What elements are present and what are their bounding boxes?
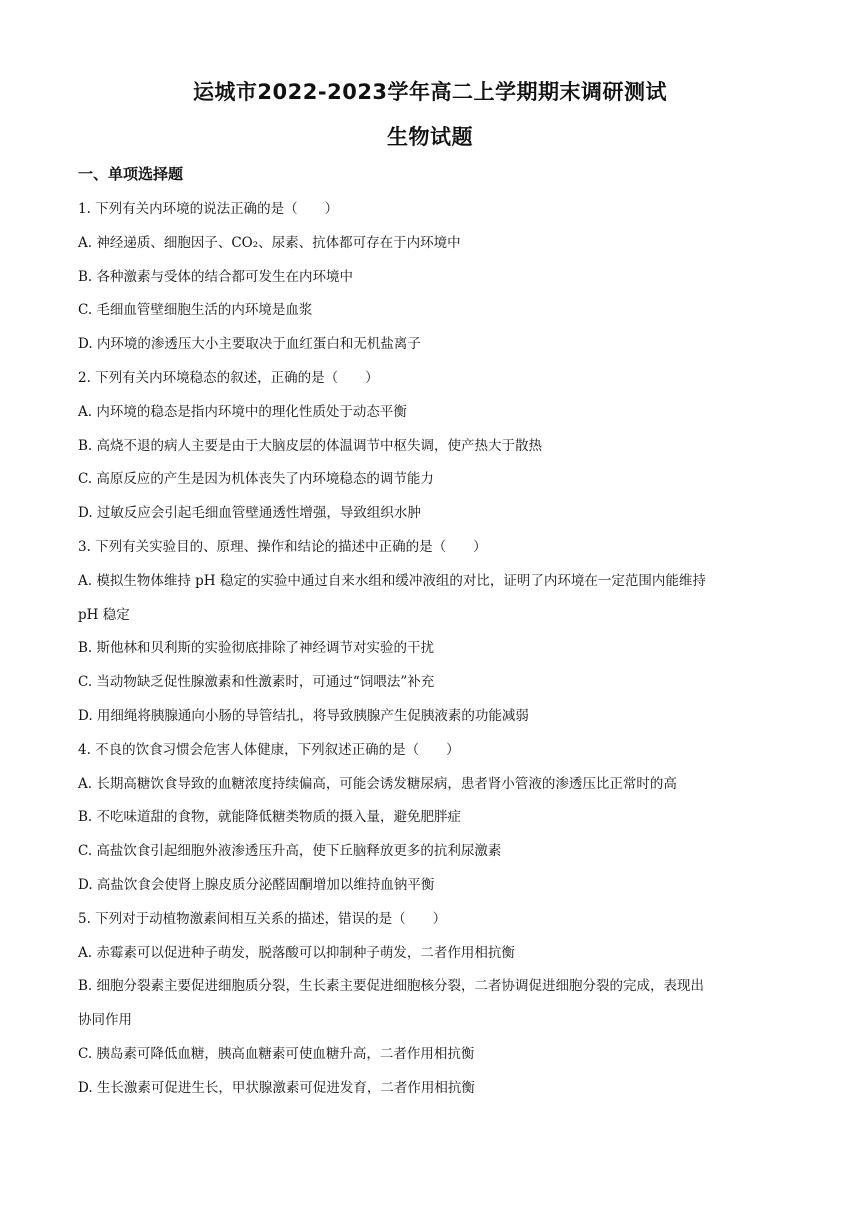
question-5-option-b-continued: 协同作用 — [78, 1012, 132, 1029]
section-heading: 一、单项选择题 — [78, 165, 184, 183]
question-3-option-a-continued: pH 稳定 — [78, 606, 130, 623]
question-2-option-c: C. 高原反应的产生是因为机体丧失了内环境稳态的调节能力 — [78, 471, 434, 488]
question-5-option-d: D. 生长激素可促进生长，甲状腺激素可促进发育，二者作用相抗衡 — [78, 1079, 475, 1096]
question-3-option-a: A. 模拟生物体维持 pH 稳定的实验中通过自来水组和缓冲液组的对比，证明了内环境在一定范围内能维持 — [78, 572, 706, 589]
question-4-option-c: C. 高盐饮食引起细胞外液渗透压升高，使下丘脑释放更多的抗利尿激素 — [78, 843, 502, 860]
document-subtitle: 生物试题 — [387, 125, 473, 149]
question-3-stem: 3. 下列有关实验目的、原理、操作和结论的描述中正确的是（ ） — [78, 538, 487, 555]
document-title: 运城市2022-2023学年高二上学期期末调研测试 — [192, 80, 668, 104]
question-2-option-a: A. 内环境的稳态是指内环境中的理化性质处于动态平衡 — [78, 403, 407, 420]
question-4-option-b: B. 不吃味道甜的食物，就能降低糖类物质的摄入量，避免肥胖症 — [78, 809, 462, 826]
question-1-option-b: B. 各种激素与受体的结合都可发生在内环境中 — [78, 268, 354, 285]
question-4-option-a: A. 长期高糖饮食导致的血糖浓度持续偏高，可能会诱发糖尿病，患者肾小管液的渗透压比正常时的高 — [78, 775, 677, 792]
question-1-option-a: A. 神经递质、细胞因子、CO₂、尿素、抗体都可存在于内环境中 — [78, 234, 461, 251]
question-5-option-c: C. 胰岛素可降低血糖，胰高血糖素可使血糖升高，二者作用相抗衡 — [78, 1045, 475, 1062]
question-5-option-a: A. 赤霉素可以促进种子萌发，脱落酸可以抑制种子萌发，二者作用相抗衡 — [78, 944, 515, 961]
question-2-option-d: D. 过敏反应会引起毛细血管壁通透性增强，导致组织水肿 — [78, 505, 421, 522]
question-1-stem: 1. 下列有关内环境的说法正确的是（ ） — [78, 201, 339, 217]
question-4-stem: 4. 不良的饮食习惯会危害人体健康，下列叙述正确的是（ ） — [78, 741, 460, 758]
question-4-option-d: D. 高盐饮食会使肾上腺皮质分泌醛固酮增加以维持血钠平衡 — [78, 876, 435, 893]
question-3-option-c: C. 当动物缺乏促性腺激素和性激素时，可通过“饲喂法”补充 — [78, 674, 435, 691]
question-1-option-c: C. 毛细血管壁细胞生活的内环境是血浆 — [78, 302, 313, 319]
question-list — [78, 193, 788, 1106]
question-2-stem: 2. 下列有关内环境稳态的叙述，正确的是（ ） — [78, 369, 379, 386]
question-3-option-b: B. 斯他林和贝利斯的实验彻底排除了神经调节对实验的干扰 — [78, 640, 435, 657]
question-2-option-b: B. 高烧不退的病人主要是由于大脑皮层的体温调节中枢失调，使产热大于散热 — [78, 437, 543, 454]
question-5-option-b: B. 细胞分裂素主要促进细胞质分裂，生长素主要促进细胞核分裂，二者协调促进细胞分裂的完成，表现出 — [78, 978, 705, 995]
question-3-option-d: D. 用细绳将胰腺通向小肠的导管结扎，将导致胰腺产生促胰液素的功能减弱 — [78, 707, 529, 724]
question-1-option-d: D. 内环境的渗透压大小主要取决于血红蛋白和无机盐离子 — [78, 336, 421, 353]
question-5-stem: 5. 下列对于动植物激素间相互关系的描述，错误的是（ ） — [78, 910, 447, 927]
